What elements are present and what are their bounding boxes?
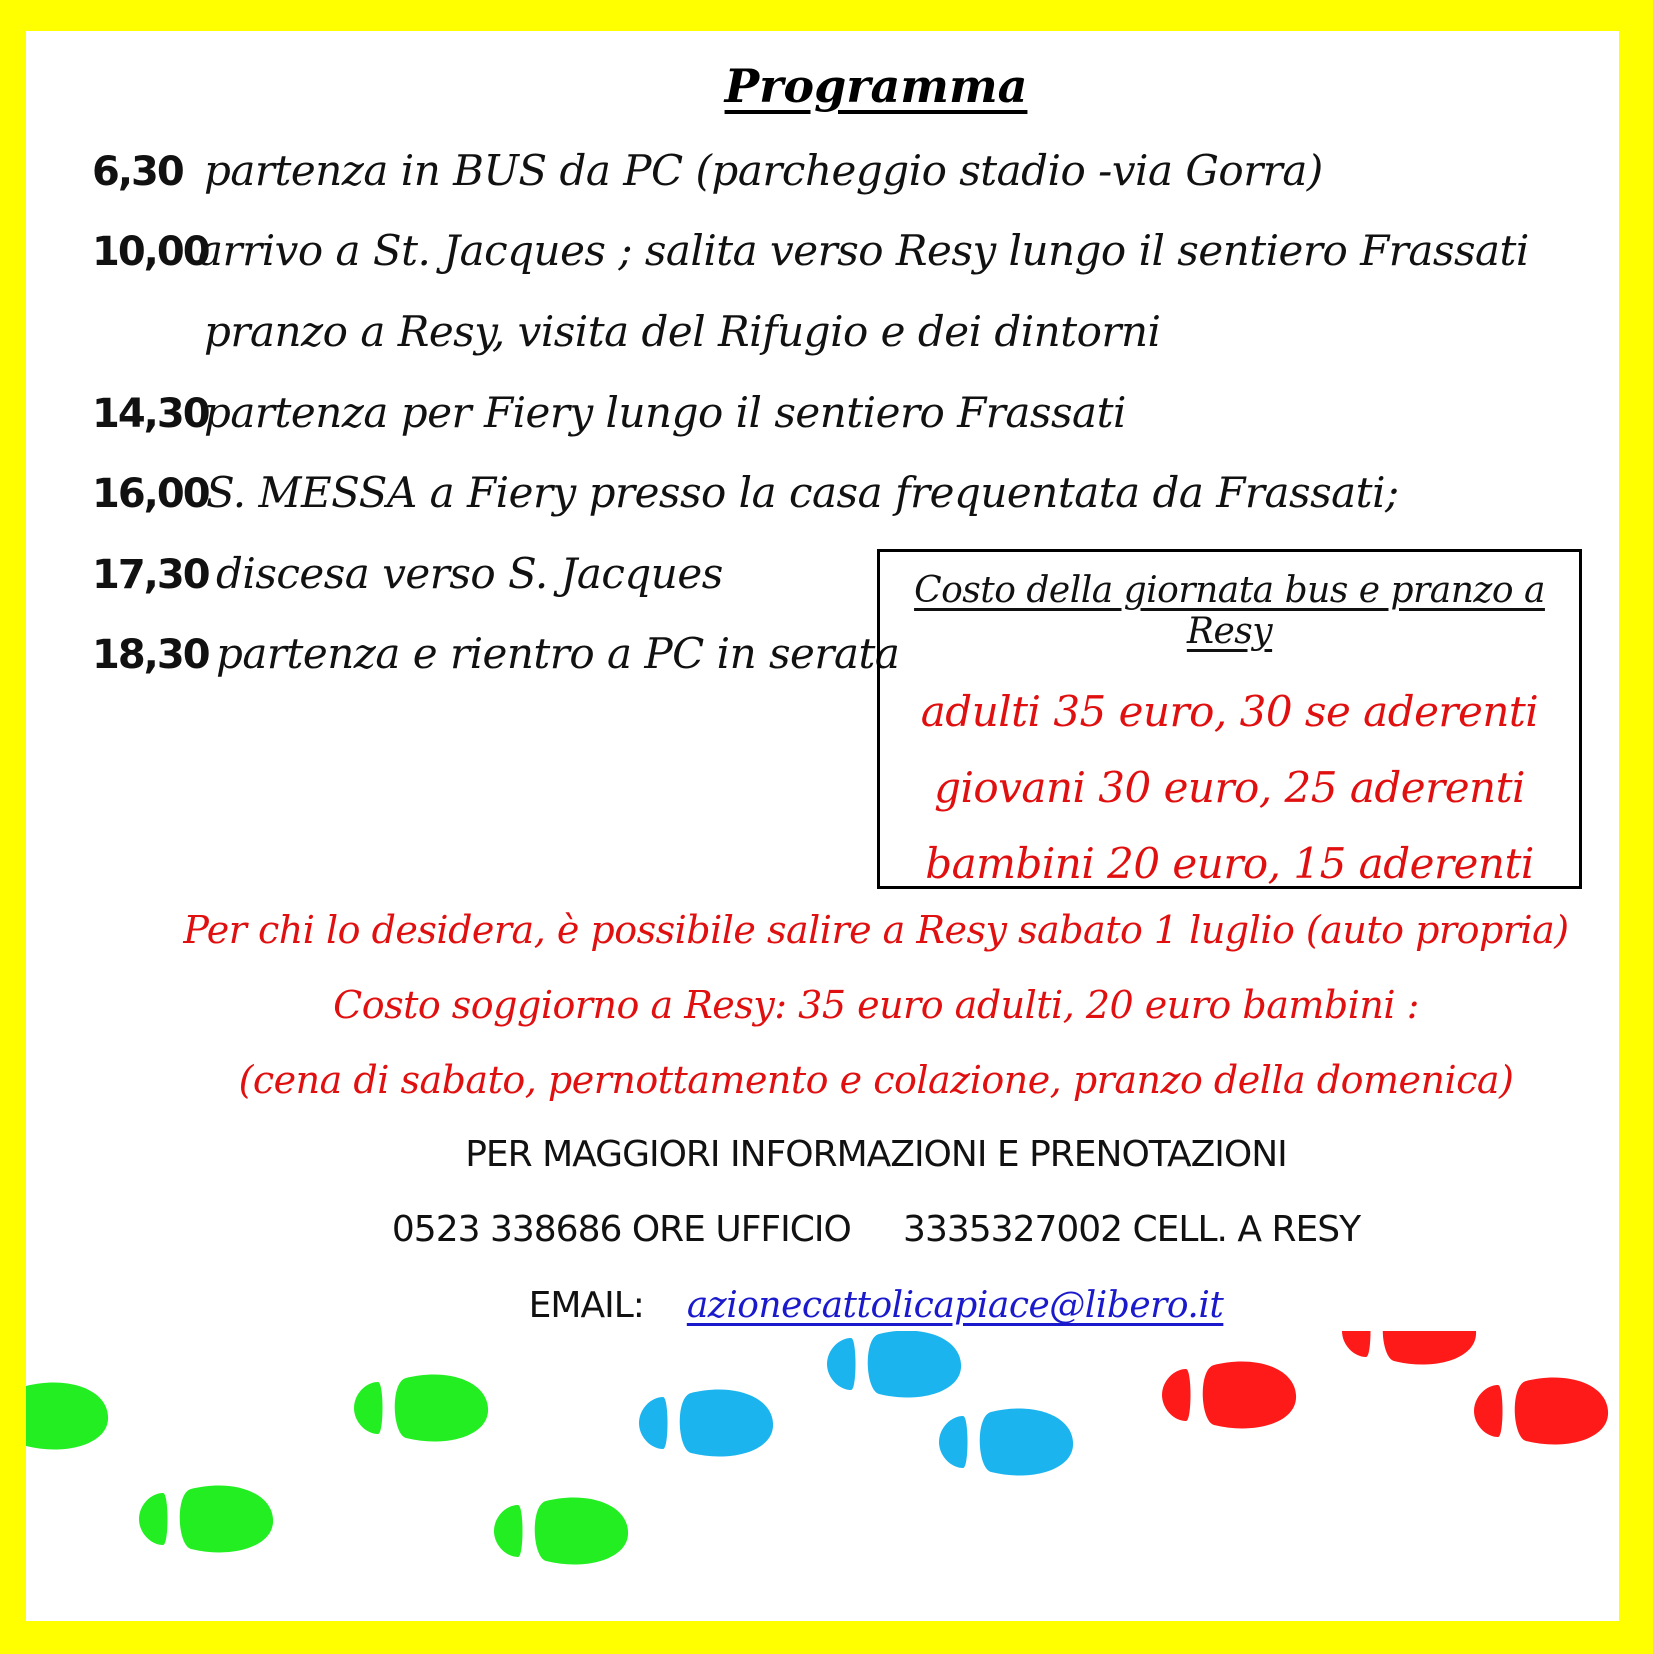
schedule-item bbox=[92, 629, 899, 689]
note-saturday: Per chi lo desidera, è possibile salire a Resy sabato 1 luglio (auto propria) bbox=[183, 908, 1569, 952]
schedule-time: 10,00 bbox=[92, 229, 209, 275]
schedule-time: 6,30 bbox=[92, 149, 183, 195]
schedule-item bbox=[92, 468, 1399, 528]
flyer-page bbox=[26, 31, 1619, 1621]
note-stay-includes: (cena di sabato, pernottamento e colazione, pranzo della domenica) bbox=[238, 1058, 1514, 1102]
schedule-time: 18,30 bbox=[92, 632, 209, 678]
contacts-heading: PER MAGGIORI INFORMAZIONI E PRENOTAZIONI bbox=[465, 1134, 1287, 1175]
schedule-desc: partenza per Fiery lungo il sentiero Frassati bbox=[204, 388, 1126, 437]
schedule-desc: S. MESSA a Fiery presso la casa frequentata da Frassati; bbox=[206, 468, 1399, 517]
schedule-time: 14,30 bbox=[92, 391, 209, 437]
schedule-item bbox=[92, 146, 1323, 206]
contacts-phones: 0523 338686 ORE UFFICIO 3335327002 CELL. A RESY bbox=[391, 1209, 1361, 1250]
cost-line-adults: adulti 35 euro, 30 se aderenti bbox=[920, 687, 1539, 736]
contacts-email-row bbox=[26, 1285, 1619, 1326]
cost-line-youth: giovani 30 euro, 25 aderenti bbox=[934, 763, 1525, 812]
schedule-desc: partenza e rientro a PC in serata bbox=[216, 629, 900, 678]
schedule-desc: partenza in BUS da PC (parcheggio stadio -via Gorra) bbox=[204, 146, 1323, 195]
schedule-desc: pranzo a Resy, visita del Rifugio e dei dintorni bbox=[204, 307, 1161, 356]
schedule-time: 16,00 bbox=[92, 471, 209, 517]
schedule-item bbox=[92, 549, 723, 609]
cost-lines bbox=[880, 674, 1579, 902]
schedule-item bbox=[92, 226, 1529, 286]
schedule-item bbox=[92, 388, 1126, 448]
cost-box-title: Costo della giornata bus e pranzo a Resy bbox=[914, 570, 1545, 652]
schedule-desc: discesa verso S. Jacques bbox=[216, 549, 723, 598]
page-title: Programma bbox=[724, 59, 1028, 113]
schedule-time: 17,30 bbox=[92, 552, 209, 598]
cost-box bbox=[877, 549, 1582, 889]
schedule-item bbox=[92, 307, 1160, 367]
email-link[interactable]: azionecattolicapiace@libero.it bbox=[686, 1285, 1224, 1326]
cost-line-children: bambini 20 euro, 15 aderenti bbox=[925, 839, 1534, 888]
schedule-desc: arrivo a St. Jacques ; salita verso Resy lungo il sentiero Frassati bbox=[198, 226, 1529, 275]
note-stay-cost: Costo soggiorno a Resy: 35 euro adulti, 20 euro bambini : bbox=[333, 983, 1419, 1027]
footprints-trail-icon bbox=[26, 1331, 1619, 1621]
email-label: EMAIL: bbox=[528, 1285, 644, 1326]
